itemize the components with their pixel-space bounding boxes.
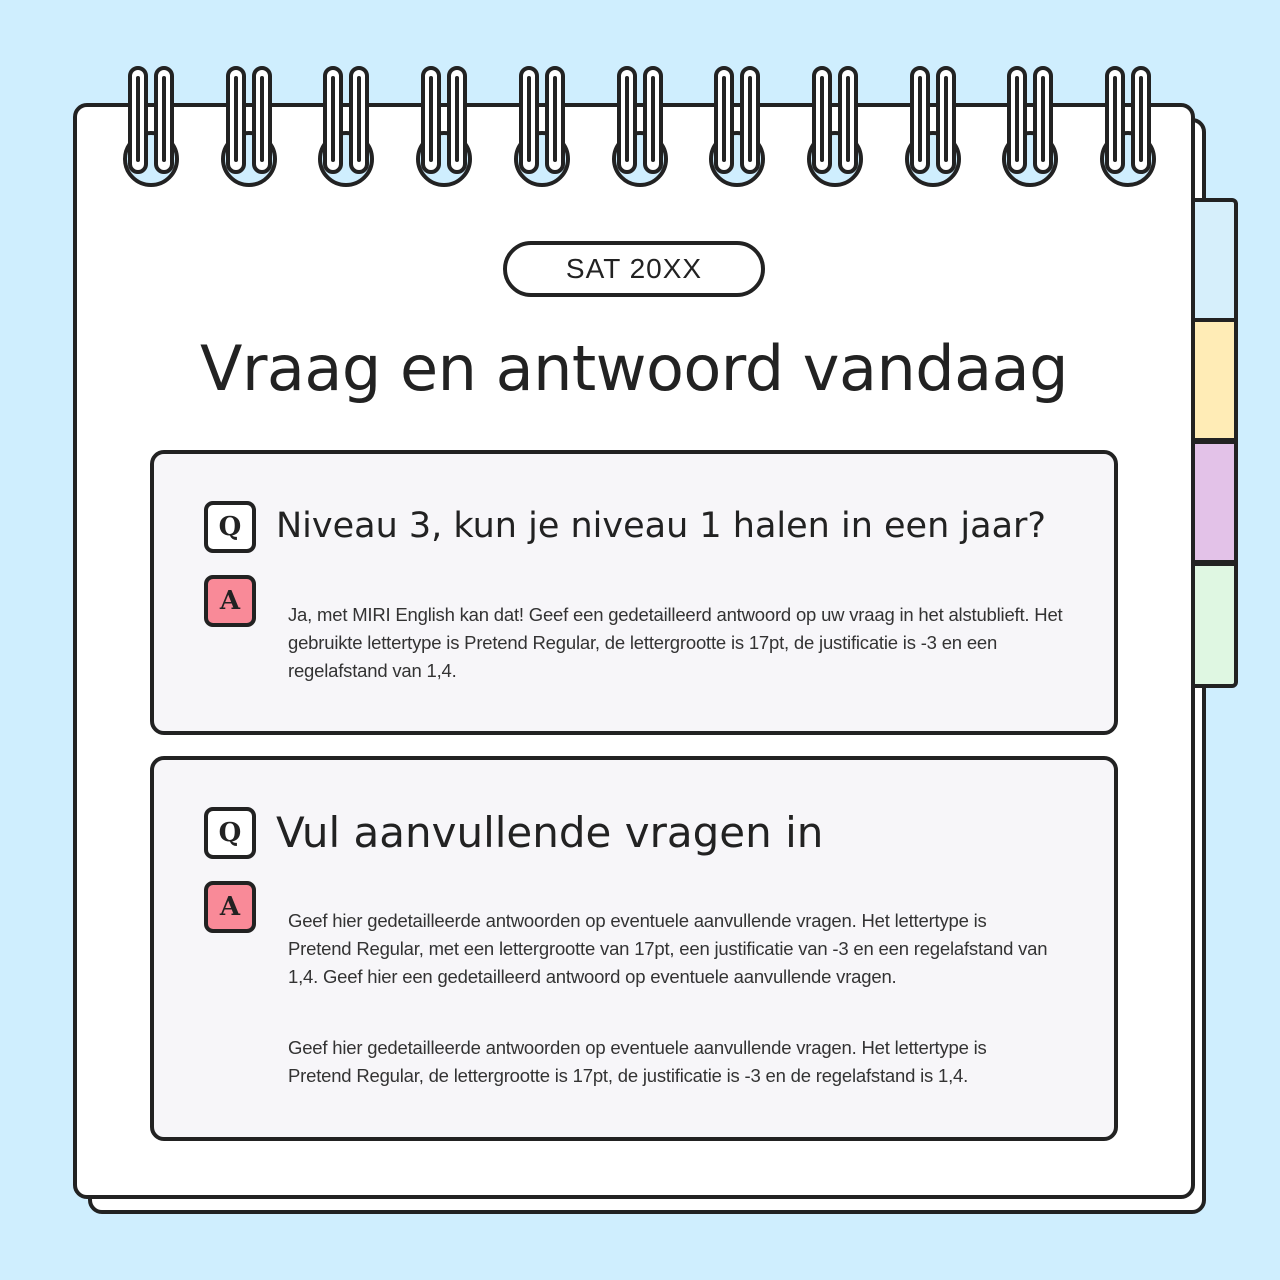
date-tag xyxy=(503,241,765,297)
answer-badge-icon: A xyxy=(204,881,256,933)
question-text: Niveau 3, kun je niveau 1 halen in een jaar? xyxy=(276,506,1046,546)
question-text: Vul aanvullende vragen in xyxy=(276,808,824,857)
answer-text-2: Geef hier gedetailleerde antwoorden op eventuele aanvullende vragen. Het lettertype is Pretend Regular, de lettergrootte is 17pt, de justificatie is -3 en de regelafstand is 1,4. xyxy=(288,1037,987,1086)
tab-blue[interactable] xyxy=(1190,198,1238,322)
tab-green[interactable] xyxy=(1190,562,1238,688)
answer-badge-icon: A xyxy=(204,575,256,627)
question-badge-icon: Q xyxy=(204,807,256,859)
tab-purple[interactable] xyxy=(1190,440,1238,564)
answer-text: Ja, met MIRI English kan dat! Geef een gedetailleerd antwoord op uw vraag in het alstublieft. Het gebruikte lettertype is Pretend Regular, de lettergrootte is 17pt, de justificatie is -3 en een regelafstand van 1,4. xyxy=(288,604,1063,681)
tab-yellow[interactable] xyxy=(1190,318,1238,442)
page-title: Vraag en antwoord vandaag xyxy=(200,332,1068,405)
qa-card-1 xyxy=(150,450,1118,735)
question-badge-icon: Q xyxy=(204,501,256,553)
answer-text-1: Geef hier gedetailleerde antwoorden op eventuele aanvullende vragen. Het lettertype is Pretend Regular, met een lettergrootte van 17pt, een justificatie van -3 en een regelafstand van 1,4. Geef hier een gedetailleerd antwoord op eventuele aanvullende vragen. xyxy=(288,910,1048,987)
date-tag-label: SAT 20XX xyxy=(565,253,703,284)
qa-card-2 xyxy=(150,756,1118,1141)
